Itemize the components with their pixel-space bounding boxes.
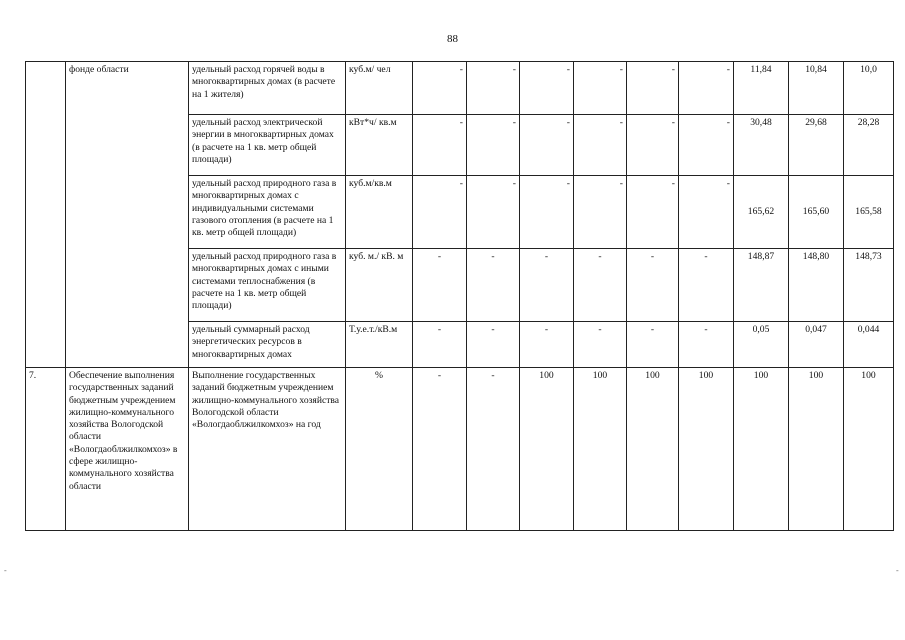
value-cell: - (413, 176, 467, 249)
table-row (26, 62, 894, 115)
value-cell: - (520, 176, 574, 249)
value-cell: - (627, 322, 679, 368)
value-cell: - (679, 62, 734, 115)
value-cell: - (467, 115, 520, 176)
value-cell: 0,05 (734, 322, 789, 368)
value-cell: - (413, 115, 467, 176)
value-cell: 148,87 (734, 249, 789, 322)
value-cell: 165,62 (734, 176, 789, 249)
value-cell: - (413, 322, 467, 368)
margin-mark: - (896, 566, 899, 575)
value-cell: 100 (844, 368, 894, 531)
indicator-cell: Выполнение государственных заданий бюджетным учреждением жилищно-коммунального хозяйства Вологодской области «Вологдаоблжилкомхоз» на год (189, 368, 346, 531)
value-cell: 100 (734, 368, 789, 531)
value-cell: 165,60 (789, 176, 844, 249)
value-cell: - (574, 322, 627, 368)
value-cell: - (467, 176, 520, 249)
margin-mark: - (4, 566, 7, 575)
value-cell: - (467, 322, 520, 368)
row-number-cell (26, 62, 66, 368)
value-cell: - (679, 176, 734, 249)
value-cell: 100 (789, 368, 844, 531)
value-cell: - (627, 249, 679, 322)
indicator-cell: удельный расход электрической энергии в многоквартирных домах (в расчете на 1 кв. метр общей площади) (189, 115, 346, 176)
indicator-cell: удельный расход горячей воды в многоквартирных домах (в расчете на 1 жителя) (189, 62, 346, 115)
value-cell: 29,68 (789, 115, 844, 176)
value-cell: - (467, 62, 520, 115)
value-cell: 28,28 (844, 115, 894, 176)
indicator-cell: удельный расход природного газа в многоквартирных домах с иными системами теплоснабжения (в расчете на 1 кв. метр общей площади) (189, 249, 346, 322)
unit-cell: % (346, 368, 413, 531)
value-cell: 148,80 (789, 249, 844, 322)
value-cell: 0,044 (844, 322, 894, 368)
value-cell: 165,58 (844, 176, 894, 249)
value-cell: - (413, 368, 467, 531)
indicators-table (25, 61, 894, 531)
value-cell: 100 (574, 368, 627, 531)
value-cell: - (679, 322, 734, 368)
activity-name-cell: Обеспечение выполнения государственных заданий бюджетным учреждением жилищно-коммунального хозяйства Вологодской области «Вологдаоблжилкомхоз» в сфере жилищно-коммунального хозяйства области (66, 368, 189, 531)
value-cell: 148,73 (844, 249, 894, 322)
indicator-cell: удельный расход природного газа в многоквартирных домах с индивидуальными системами газового отопления (в расчете на 1 кв. метр общей площади) (189, 176, 346, 249)
page-number: 88 (447, 33, 458, 45)
table-row (26, 368, 894, 531)
value-cell: - (467, 249, 520, 322)
value-cell: 30,48 (734, 115, 789, 176)
value-cell: - (574, 62, 627, 115)
value-cell: - (520, 249, 574, 322)
value-cell: - (520, 322, 574, 368)
value-cell: - (627, 115, 679, 176)
value-cell: 100 (520, 368, 574, 531)
value-cell: - (574, 115, 627, 176)
value-cell: - (679, 249, 734, 322)
value-cell: - (413, 62, 467, 115)
value-cell: 100 (679, 368, 734, 531)
row-number-cell: 7. (26, 368, 66, 531)
unit-cell: куб. м./ кВ. м (346, 249, 413, 322)
value-cell: 10,0 (844, 62, 894, 115)
value-cell: - (574, 176, 627, 249)
value-cell: - (574, 249, 627, 322)
value-cell: - (520, 62, 574, 115)
unit-cell: кВт*ч/ кв.м (346, 115, 413, 176)
value-cell: - (627, 62, 679, 115)
value-cell: 11,84 (734, 62, 789, 115)
value-cell: - (413, 249, 467, 322)
unit-cell: куб.м/ чел (346, 62, 413, 115)
unit-cell: Т.у.е.т./кВ.м (346, 322, 413, 368)
value-cell: - (520, 115, 574, 176)
activity-name-cell: фонде области (66, 62, 189, 368)
value-cell: 10,84 (789, 62, 844, 115)
value-cell: - (627, 176, 679, 249)
value-cell: 0,047 (789, 322, 844, 368)
value-cell: - (467, 368, 520, 531)
value-cell: 100 (627, 368, 679, 531)
value-cell: - (679, 115, 734, 176)
unit-cell: куб.м/кв.м (346, 176, 413, 249)
indicator-cell: удельный суммарный расход энергетических ресурсов в многоквартирных домах (189, 322, 346, 368)
